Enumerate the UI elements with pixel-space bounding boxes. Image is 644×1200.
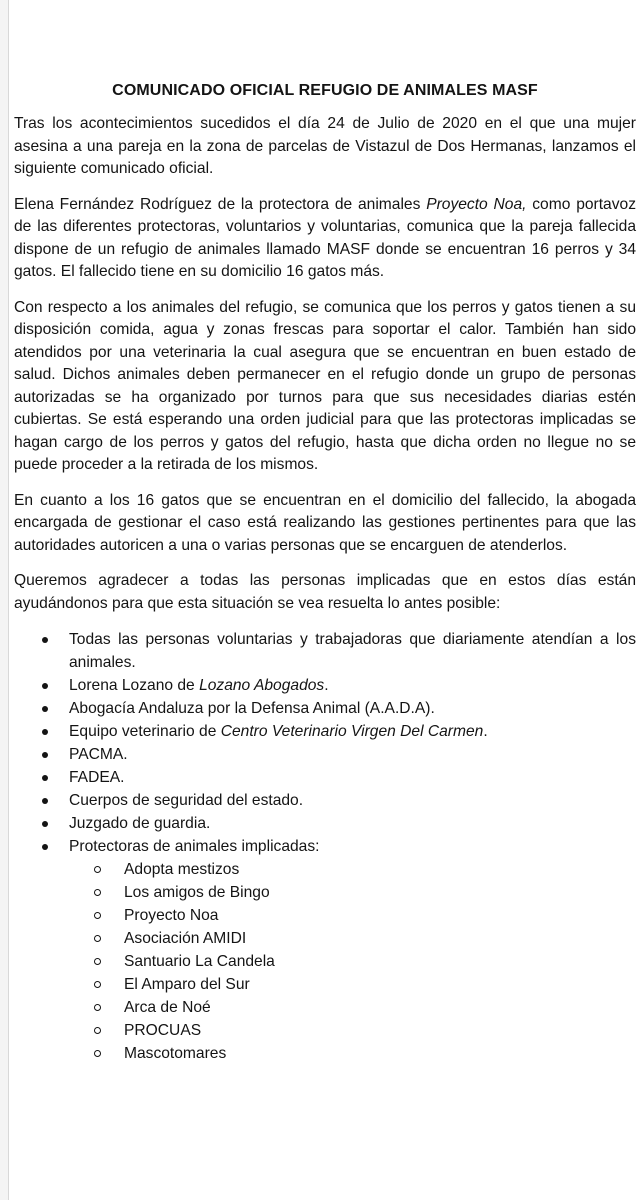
list-item-italic: Lozano Abogados (199, 677, 325, 694)
thanks-list (14, 628, 636, 1065)
list-item (14, 743, 636, 766)
list-item-text: Lorena Lozano de (69, 677, 200, 694)
paragraph-intro: Tras los acontecimientos sucedidos el día 24 de Julio de 2020 en el que una mujer asesina a una pareja en la zona de parcelas de Vistazul de Dos Hermanas, lanzamos el siguiente comunicado oficial. (14, 115, 636, 177)
paragraph-shelter-animals: Con respecto a los animales del refugio, se comunica que los perros y gatos tienen a su disposición comida, agua y zonas frescas para soportar el calor. También han sido atendidos por una veterinaria la cual asegura que se encuentran en buen estado de salud. Dichos animales deben permanecer en el refugio donde un grupo de personas autorizadas se ha organizado por turnos para que sus necesidades diarias estén cubiertas. Se está esperando una orden judicial para que las protectoras implicadas se hagan cargo de los perros y gatos del refugio, hasta que dicha orden no llegue no se puede proceder a la retirada de los mismos. (14, 298, 636, 473)
list-item (14, 628, 636, 674)
sublist-item-text: Los amigos de Bingo (124, 884, 270, 901)
paragraph-thanks: Queremos agradecer a todas las personas implicadas que en estos días están ayudándonos para que esta situación se vea resuelta lo antes posible: (14, 572, 636, 612)
protectoras-sublist (69, 858, 636, 1065)
sublist-item-text: Asociación AMIDI (124, 930, 247, 947)
list-item-text: Abogacía Andaluza por la Defensa Animal (A.A.D.A). (69, 700, 435, 717)
list-item-suffix: . (324, 677, 329, 694)
hollow-circle-bullet-icon (94, 866, 101, 873)
sublist-item (69, 927, 636, 950)
sublist-item (69, 904, 636, 927)
list-item-text: Juzgado de guardia. (69, 815, 211, 832)
document-title: COMUNICADO OFICIAL REFUGIO DE ANIMALES MASF (112, 82, 538, 99)
bullet-dot-icon (42, 683, 48, 689)
paragraph-spokesperson-part-b: como portavoz de las diferentes protectoras, voluntarios y voluntarias, comunica que la pareja fallecida dispone de un refugio de animales llamado MASF donde se encuentran 16 perros y 34 gatos. El fallecido tiene en su domicilio 16 gatos más. (14, 195, 637, 280)
bullet-dot-icon (42, 706, 48, 712)
sublist-item-text: PROCUAS (124, 1022, 202, 1039)
hollow-circle-bullet-icon (94, 958, 101, 965)
bullet-dot-icon (42, 821, 48, 827)
paragraph-home-cats: En cuanto a los 16 gatos que se encuentran en el domicilio del fallecido, la abogada encargada de gestionar el caso está realizando las gestiones pertinentes para que las autoridades autoricen a una o varias personas que se encarguen de atenderlos. (14, 491, 636, 554)
bullet-dot-icon (42, 798, 48, 804)
list-item (14, 720, 636, 743)
bullet-dot-icon (42, 844, 48, 850)
sublist-item-text: Mascotomares (124, 1045, 227, 1062)
bullet-dot-icon (42, 729, 48, 735)
list-item (14, 789, 636, 812)
proyecto-noa-name: Proyecto Noa, (426, 195, 527, 213)
bullet-dot-icon (42, 637, 48, 643)
sublist-item-text: El Amparo del Sur (124, 976, 250, 993)
hollow-circle-bullet-icon (94, 889, 101, 896)
list-item-text: Protectoras de animales implicadas: (69, 838, 320, 855)
paragraph-spokesperson-part-a: Elena Fernández Rodríguez de la protectora de animales (14, 195, 427, 213)
sublist-item-text: Adopta mestizos (124, 861, 240, 878)
document-page (8, 0, 644, 1200)
list-item (14, 697, 636, 720)
sublist-item (69, 858, 636, 881)
list-item (14, 835, 636, 1065)
hollow-circle-bullet-icon (94, 1027, 101, 1034)
sublist-item (69, 881, 636, 904)
list-item-text: Cuerpos de seguridad del estado. (69, 792, 304, 809)
sublist-item (69, 996, 636, 1019)
list-item-italic: Centro Veterinario Virgen Del Carmen (220, 723, 484, 740)
hollow-circle-bullet-icon (94, 912, 101, 919)
bullet-dot-icon (42, 752, 48, 758)
list-item-suffix: . (483, 723, 488, 740)
hollow-circle-bullet-icon (94, 1004, 101, 1011)
list-item-text: Equipo veterinario de (69, 723, 221, 740)
list-item (14, 674, 636, 697)
hollow-circle-bullet-icon (94, 1050, 101, 1057)
hollow-circle-bullet-icon (94, 935, 101, 942)
list-item-text: PACMA. (69, 746, 128, 763)
list-item (14, 812, 636, 835)
sublist-item (69, 1019, 636, 1042)
sublist-item (69, 1042, 636, 1065)
sublist-item-text: Santuario La Candela (124, 953, 275, 970)
sublist-item (69, 973, 636, 996)
sublist-item-text: Arca de Noé (124, 999, 211, 1016)
paragraph-spokesperson (14, 194, 636, 284)
list-item-text: Todas las personas voluntarias y trabajadoras que diariamente atendían a los animales. (69, 631, 636, 671)
hollow-circle-bullet-icon (94, 981, 101, 988)
list-item-text: FADEA. (69, 769, 125, 786)
sublist-item-text: Proyecto Noa (124, 907, 219, 924)
sublist-item (69, 950, 636, 973)
bullet-dot-icon (42, 775, 48, 781)
document-content (14, 80, 636, 1065)
list-item (14, 766, 636, 789)
